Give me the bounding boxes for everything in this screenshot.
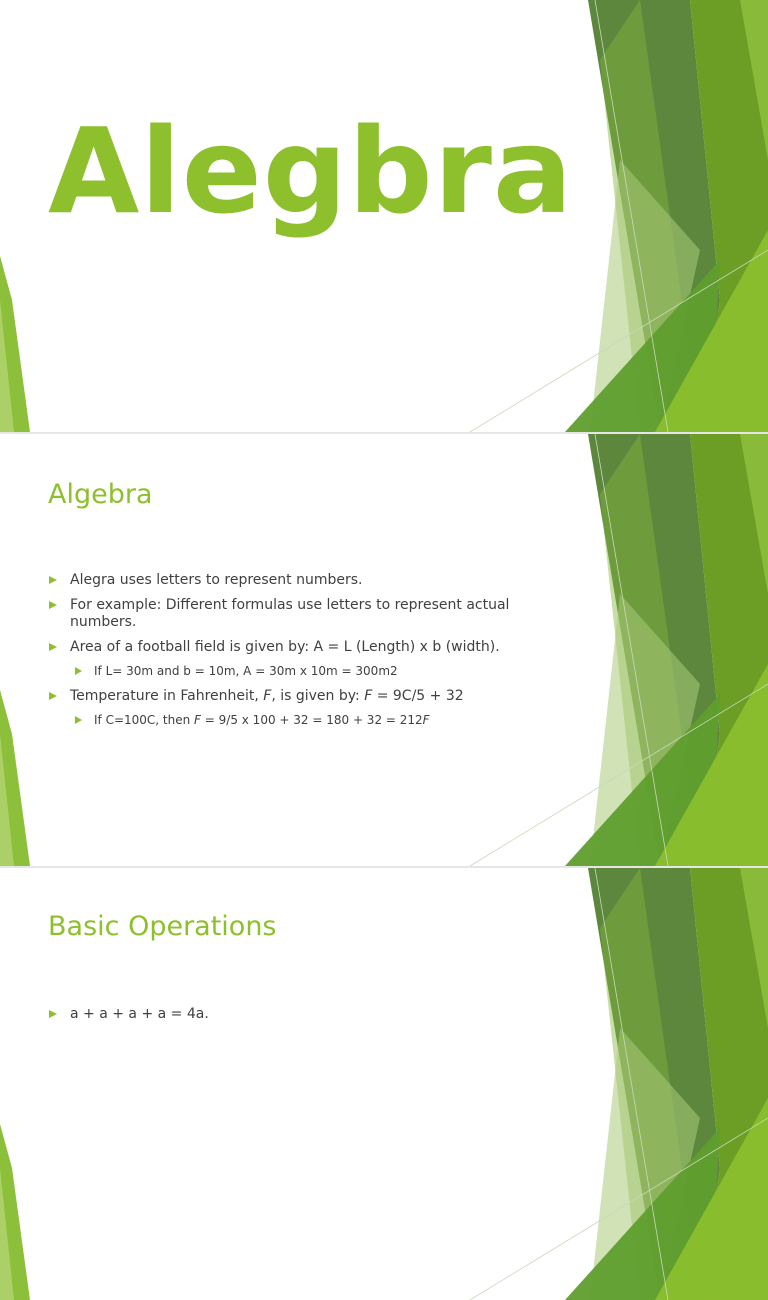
formula-variable: F [194,713,201,727]
sub-bullet-item: If L= 30m and b = 10m, A = 30m x 10m = 300m2 [74,664,538,679]
formula-variable: F [422,713,430,727]
formula-variable: F [364,688,373,704]
bullet-list [48,572,538,728]
bullet-text: , is given by: [271,688,365,704]
bullet-list [48,1006,538,1023]
slide-2-title: Algebra [48,479,153,510]
formula-variable: F [263,688,272,704]
bullet-item [48,688,538,705]
bullet-text: Temperature in Fahrenheit, [70,688,264,704]
bullet-item: a + a + a + a = 4a. [48,1006,538,1023]
bullet-text: = 9/5 x 100 + 32 = 180 + 32 = 212 [200,713,423,727]
slide-algebra [0,434,768,866]
slide-title [0,0,768,432]
slide-1-title: Alegbra [48,102,574,240]
slide-3-title: Basic Operations [48,911,277,942]
bullet-text: If C=100C, then [94,713,195,727]
bullet-item: Alegra uses letters to represent numbers. [48,572,538,589]
bullet-item: For example: Different formulas use letters to represent actual numbers. [48,597,538,631]
bullet-text: = 9C/5 + 32 [372,688,464,704]
sub-bullet-item [74,713,538,728]
slide-basic-operations [0,868,768,1300]
bullet-item: Area of a football field is given by: A = L (Length) x b (width). [48,639,538,656]
